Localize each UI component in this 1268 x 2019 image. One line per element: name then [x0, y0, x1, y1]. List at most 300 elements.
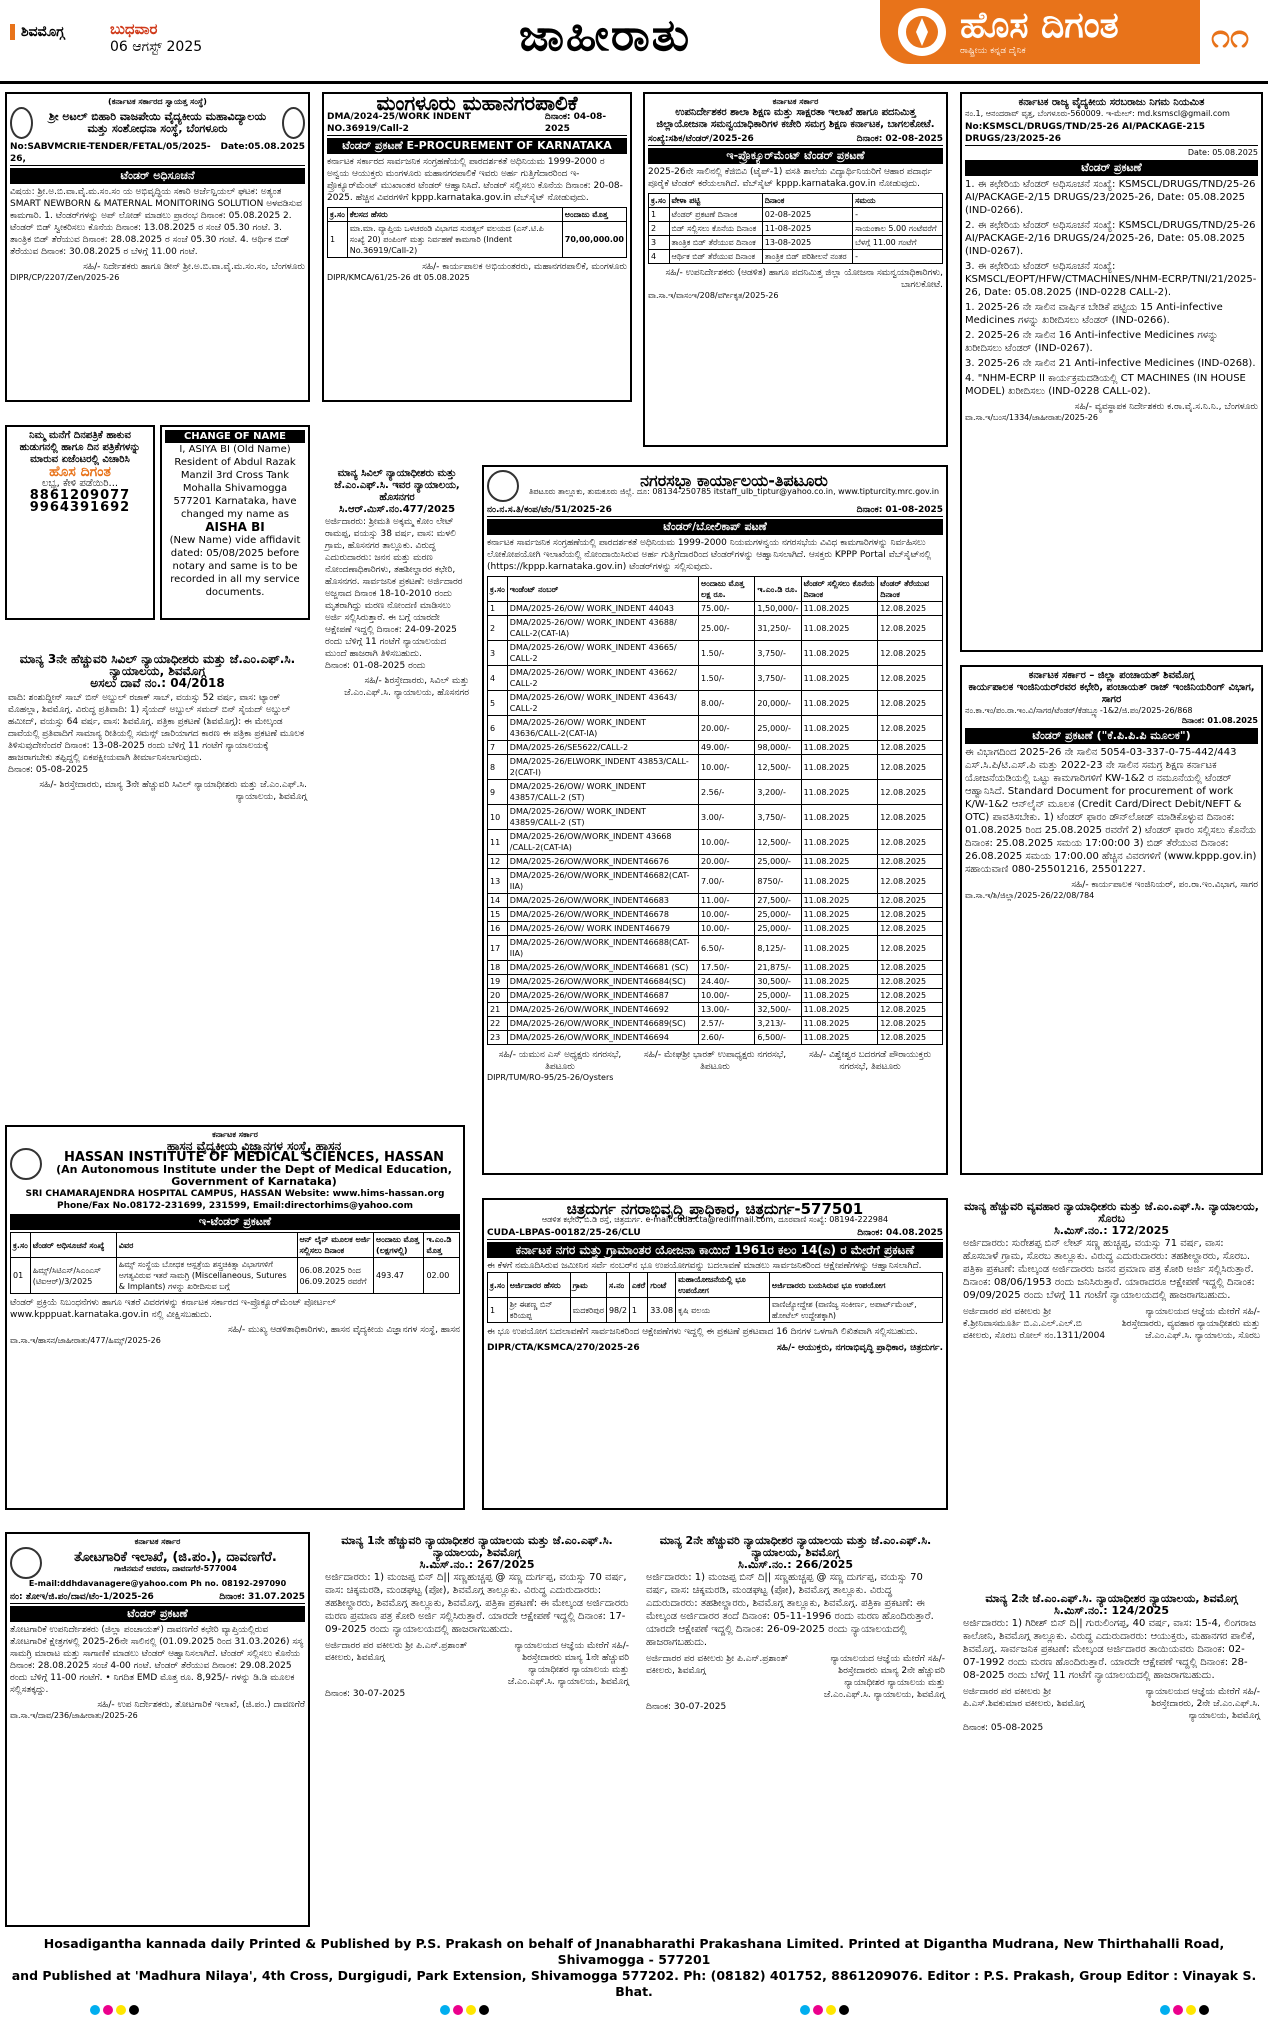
ad-court-hosanagara	[322, 465, 472, 1115]
ad-sub: ಆಡಳಿತ ಕಛೇರಿ, ಬಿ.ಡಿ ರಸ್ತೆ, ಚಿತ್ರದುರ್ಗ. e-mail:cuda.cta@rediffmail.com, ದೂರವಾಣಿ ಸಂಖ್ಯೆ: 08194-222984	[541, 1215, 889, 1224]
table-cell: DMA/2025-26/OW/ WORK_INDENT 43859/CALL-2 (ST)	[507, 805, 698, 830]
ad-address: ನಂ.1, ಆನಂದರಾವ್ ವೃತ್ತ, ಬೆಂಗಳೂರು-560009. ಇ-ಮೇಲ್: md.ksmscl@gmail.com	[965, 109, 1230, 118]
ad-signature: ಸಹಿ/- ಆಯುಕ್ತರು, ನಗರಾಭಿವೃದ್ಧಿ ಪ್ರಾಧಿಕಾರ, ಚಿತ್ರದುರ್ಗ.	[776, 1343, 943, 1353]
ad-date: Date: 05.08.2025	[1187, 148, 1258, 157]
ad-court-sorab	[960, 1198, 1263, 1573]
ad-ref: ನಂ: ತೋಇ/ಜಿ.ಪಂ/ದಾವ/ಟೆಂ-1/2025-26	[10, 1592, 154, 1602]
ad-signature: ಸಹಿ/- ಉಪನಿರ್ದೇಶಕರು (ಆಡಳಿತ) ಹಾಗೂ ಪದನಿಮಿತ್ತ ಜಿಲ್ಲಾ ಯೋಜನಾ ಸಮನ್ವಯಾಧಿಕಾರಿಗಳು, ಬಾಗಲಕೋಟೆ.	[665, 268, 943, 290]
table-row: 4 ಆರ್ಥಿಕ ಬಿಡ್ ತೆರೆಯುವ ದಿನಾಂಕ ತಾಂತ್ರಿಕ ಬಿಡ್ ಪರಿಶೀಲನೆ ನಂತರ -	[649, 250, 943, 264]
table-cell: 14	[488, 894, 508, 908]
ad-body: ಅರ್ಜಿದಾರರು: 1) ಗಿರೀಶ್ ಬಿನ್ ದಿ|| ಗುರುಲಿಂಗಪ್ಪ, 40 ವರ್ಷ, ವಾಸ: 15-4, ಲಿಂಗರಾಜ ಕಾಲೋನಿ, ಶಿವಮೊಗ್ಗ ತಾಲ್ಲೂಕು. ವಿರುದ್ಧ ಎದುರುದಾರರು: ಆಯುಕ್ತರು, ಮಹಾನಗರ ಪಾಲಿಕೆ, ಶಿವಮೊಗ್ಗ. ಸಾರ್ವಜನಿಕ ಪ್ರಕಟಣೆ: ಮೇಲ್ಕಂಡ ಅರ್ಜಿದಾರರ ತಾಯಿಯವರು ದಿನಾಂಕ: 02-07-1992 ರಂದು ಮರಣ ಹೊಂದಿರುತ್ತಾರೆ. ಯಾರದೇ ಆಕ್ಷೇಪಣೆ ಇದ್ದಲ್ಲಿ ದಿನಾಂಕ: 28-08-2025 ರಂದು ಬೆಳಿಗ್ಗೆ 11 ಗಂಟೆಗೆ ನ್ಯಾಯಾಲಯದಲ್ಲಿ ಹಾಜರಾಗಬಹುದು.	[963, 1618, 1256, 1681]
table-cell: 8,125/-	[755, 936, 801, 961]
ad-case: ಸಿ.ಆರ್.ಮಿಸ್.ನಂ.477/2025	[338, 504, 456, 515]
brand-logo	[880, 0, 1200, 64]
ad-case: ಸಿ.ಮಿಸ್.ನಂ.: 267/2025	[419, 1558, 535, 1571]
weekday: ಬುಧವಾರ	[110, 20, 158, 38]
magenta-dot-icon	[813, 2005, 823, 2015]
ad-ref: ಸಂಖ್ಯೆ:ಸಶಿಕ/ಟೆಂಡರ್/2025-26	[648, 134, 754, 144]
table-cell: DMA/2025-26/OW/WORK_INDENT46687	[507, 989, 698, 1003]
ad-ksmscl-tender	[960, 92, 1263, 652]
table-cell: 22	[488, 1017, 508, 1031]
table-cell: 11.08.2025	[801, 922, 878, 936]
table-cell: DMA/2025-26/OW/WORK_INDENT46689(SC)	[507, 1017, 698, 1031]
table-row	[488, 989, 943, 1003]
table-cell: 12.08.2025	[878, 989, 943, 1003]
ad-table: ಕ್ರ.ಸಂ ವೇಳಾ ಪಟ್ಟಿ ದಿನಾಂಕ ಸಮಯ 1 ಟೆಂಡರ್ ಪ್ರಕಟಣೆ ದಿನಾಂಕ 02-08-2025 - 2 ಬಿಡ್ ಸಲ್ಲಿಸಲು ಕೊನೆಯ ದಿನಾಂಕ 11-08-2025 ಸಾಯಂಕಾಲ 5.00 ಗಂಟೆವರೆಗೆ 3 ತಾಂತ್ರಿಕ ಬಿಡ್ ತೆರೆಯುವ ದಿನಾಂಕ 13-08-2025 ಬೆಳಗ್ಗೆ 11.00 ಗಂಟೆಗೆ 4 ಆರ್ಥಿಕ ಬಿಡ್ ತೆರೆಯುವ ದಿನಾಂಕ ತಾಂತ್ರಿಕ ಬಿಡ್ ಪರಿಶೀಲನೆ ನಂತರ -	[648, 193, 943, 264]
table-row	[488, 741, 943, 755]
table-header: ಕೆಲಸದ ಹೆಸರು	[347, 208, 562, 222]
black-dot-icon	[1199, 2005, 1209, 2015]
table-cell: 24.40/-	[699, 975, 755, 989]
ad-signature: ಸಹಿ/- ಕಾರ್ಯಪಾಲಕ ಇಂಜಿನಿಯರ್, ಪಂ.ರಾ.ಇಂ.ವಿಭಾಗ, ಸಾಗರ	[1071, 880, 1258, 890]
ad-body: ಅರ್ಜಿದಾರರು: 1) ಮಂಜಪ್ಪ ಬಿನ್ ದಿ|| ಸಣ್ಣಹುಚ್ಚಪ್ಪ @ ಸಣ್ಣ ದುರ್ಗಪ್ಪ, ವಯಸ್ಸು 70 ವರ್ಷ, ವಾಸ: ಚಿಕ್ಕಮರಡಿ, ಮಂಡಘಟ್ಟ (ಪೋ), ಶಿವಮೊಗ್ಗ ತಾಲ್ಲೂಕು. ವಿರುದ್ಧ ಎದುರುದಾರರು: ತಹಶೀಲ್ದಾರರು, ಶಿವಮೊಗ್ಗ ತಾಲ್ಲೂಕು, ಶಿವಮೊಗ್ಗ. ಪತ್ರಿಕಾ ಪ್ರಕಟಣೆ: ಈ ಮೇಲ್ಕಂಡ ಅರ್ಜಿದಾರರ ತಂದೆ ದಿನಾಂಕ: 05-11-1996 ರಂದು ಮರಣ ಹೊಂದಿರುತ್ತಾರೆ. ಯಾರದೇ ಆಕ್ಷೇಪಣೆ ಇದ್ದಲ್ಲಿ ದಿನಾಂಕ: 26-09-2025 ರಂದು ನ್ಯಾಯಾಲಯದಲ್ಲಿ ಹಾಜರಾಗಬಹುದು.	[646, 1572, 934, 1648]
ad-horticulture-tender	[5, 1532, 310, 1927]
promo-brand: ಹೊಸ ದಿಗಂತ	[49, 464, 111, 480]
ad-date: ದಿನಾಂಕ: 30-07-2025	[646, 1702, 727, 1712]
ad-body: ಅರ್ಜಿದಾರರು: ಸುರೇಶಪ್ಪ ಬಿನ್ ಲೇಟ್ ಸಣ್ಣ ಹುಚ್ಚಪ್ಪ, ವಯಸ್ಸು 71 ವರ್ಷ, ವಾಸ: ಹೊಸಬಾಳೆ ಗ್ರಾಮ, ಸೊರಬ ತಾಲ್ಲೂಕು. ವಿರುದ್ಧ ಎದುರುದಾರರು: ತಹಶೀಲ್ದಾರರು, ಸೊರಬ. ಪತ್ರಿಕಾ ಪ್ರಕಟಣೆ: ಮೇಲ್ಕಂಡ ಅರ್ಜಿದಾರರು ಜನನ ಪ್ರಮಾಣ ಪತ್ರ ಕೋರಿ ಅರ್ಜಿ ಸಲ್ಲಿಸಿರುತ್ತಾರೆ. ದಿನಾಂಕ: 08/06/1953 ರಂದು ಜನಿಸಿರುತ್ತಾರೆ. ಯಾರಾದರೂ ಆಕ್ಷೇಪಣೆ ಇದ್ದಲ್ಲಿ ದಿನಾಂಕ: 09/09/2025 ರಂದು ಬೆಳಗ್ಗೆ 11 ಗಂಟೆಗೆ ನ್ಯಾಯಾಲಯದಲ್ಲಿ ಹಾಜರಾಗಬಹುದು.	[963, 1238, 1255, 1301]
list-item: 4. "NHM-ECRP II ಕಾರ್ಯಕ್ರಮದಡಿಯಲ್ಲಿ CT MACHINES (IN HOUSE MODEL) ಖರೀದಿಸಲು (IND-0228 CALL-02).	[965, 373, 1246, 397]
table-cell: DMA/2025-26/OW/ WORK_INDENT 43662/ CALL-2	[507, 666, 698, 691]
ad-signature-1: ಅರ್ಜಿದಾರರ ಪರ ವಕೀಲರು ಶ್ರೀ ಪಿ.ಎನ್.ಪ್ರಶಾಂತ್ ವಕೀಲರು, ಶಿವಮೊಗ್ಗ	[646, 1654, 789, 1676]
emblem-icon	[10, 1547, 42, 1579]
table-cell: 11.08.2025	[801, 755, 878, 780]
ad-body: ವಾದಿ: ಶಂಶುದ್ದೀನ್ ಸಾಬ್ ಬಿನ್ ಅಬ್ದುಲ್ ರಜಾಕ್ ಸಾಬ್, ವಯಸ್ಸು 52 ವರ್ಷ, ವಾಸ: ಟ್ಯಾಂಕ್ ಮೊಹಲ್ಲಾ, ಶಿವಮೊಗ್ಗ. ವಿರುದ್ಧ ಪ್ರತಿವಾದಿ: 1) ಸೈಯದ್ ಅಬ್ದುಲ್ ಸಮದ್ ಬಿನ್ ಸೈಯದ್ ಅಬ್ದುಲ್ ಹಮೀದ್, ವಯಸ್ಸು 64 ವರ್ಷ, ವಾಸ: ಶಿವಮೊಗ್ಗ. ಪತ್ರಿಕಾ ಪ್ರಕಟಣೆ (ಶಿವಮೊಗ್ಗ): ಈ ಮೇಲ್ಕಂಡ ದಾವೆಯಲ್ಲಿ ಪ್ರತಿವಾದಿಗೆ ಸಾಮಾನ್ಯ ರೀತಿಯಲ್ಲಿ ಸಮನ್ಸ್ ಜಾರಿಯಾಗದ ಕಾರಣ ಈ ಪತ್ರಿಕಾ ಪ್ರಕಟಣೆ ಮೂಲಕ ತಿಳಿಸುವುದೇನೆಂದರೆ ದಿನಾಂಕ: 13-08-2025 ರಂದು ಬೆಳಿಗ್ಗೆ 11 ಗಂಟೆಗೆ ನ್ಯಾಯಾಲಯಕ್ಕೆ ಹಾಜರಾಗಬೇಕು ತಪ್ಪಿದ್ದಲ್ಲಿ ಏಕಪಕ್ಷೀಯವಾಗಿ ತೀರ್ಮಾನಿಸಲಾಗುವುದು.	[8, 693, 305, 763]
yellow-dot-icon	[1186, 2005, 1196, 2015]
ad-signature: ಸಹಿ/- ಉಪ ನಿರ್ದೇಶಕರು, ತೋಟಗಾರಿಕೆ ಇಲಾಖೆ, (ಜಿ.ಪಂ.) ದಾವಣಗೆರೆ	[97, 1700, 305, 1710]
ad-date: ದಿನಾಂಕ: 02-08-2025	[856, 134, 943, 144]
table-cell: 12.08.2025	[878, 975, 943, 989]
table-cell: 12.08.2025	[878, 805, 943, 830]
ad-ref: ನಂ.ಕಾ.ಇಂ/ಪಂ.ರಾ.ಇಂ.ವಿ/ಸಾಗರ/ಟೆಂಡರ್/ಕೆಡಬ್ಲ್ಯೂ-1&2/ಜಿ.ಪಂ/2025-26/868	[965, 706, 1193, 715]
ad-table	[327, 207, 627, 258]
table-cell: DMA/2025-26/OW/WORK_INDENT46688(CAT-IIA)	[507, 936, 698, 961]
table-cell: 11.08.2025	[801, 616, 878, 641]
table-row	[488, 805, 943, 830]
imprint-footer	[8, 1936, 1260, 2000]
ad-signature-2: ನ್ಯಾಯಾಲಯದ ಆಜ್ಞೆಯ ಮೇರೆಗೆ ಸಹಿ/- ಶಿರಸ್ತೇದಾರರು ಮಾನ್ಯ 1ನೇ ಹೆಚ್ಚುವರಿ ನ್ಯಾಯಾಧೀಶರ ನ್ಯಾಯಾಲಯ ಮತ್ತು ಜೆ.ಎಂ.ಎಫ್.ಸಿ. ನ್ಯಾಯಾಲಯ, ಶಿವಮೊಗ್ಗ	[507, 1641, 629, 1687]
ad-bagalkot-tender	[643, 92, 948, 447]
table-cell: DMA/2025-26/OW/ WORK_INDENT 44043	[507, 602, 698, 616]
emblem-icon	[487, 470, 519, 502]
table-cell: 11	[488, 830, 508, 855]
table-row	[488, 691, 943, 716]
ad-date: ದಿನಾಂಕ: 01.08.2025	[1181, 716, 1258, 725]
table-cell: DMA/2025-26/OW/ WORK_INDENT 43643/ CALL-2	[507, 691, 698, 716]
table-cell: 20.00/-	[699, 855, 755, 869]
ad-sub: ಗಾಜಿನಮನೆ ಆವರಣ, ದಾವಣಗೆರೆ-577004	[114, 1564, 237, 1573]
ad-zp-sagar-tender	[960, 665, 1263, 1175]
city-label: ಶಿವಮೊಗ್ಗ	[10, 24, 65, 40]
ad-sub: (An Autonomous Institute under the Dept of Medical Education, Government of Karnataka)	[56, 1163, 452, 1188]
table-cell: 11.08.2025	[801, 894, 878, 908]
table-cell: 3,750/-	[755, 805, 801, 830]
list-item: 2. ಈ ಕಛೇರಿಯ ಟೆಂಡರ್ ಅಧಿಸೂಚನೆ ಸಂಖ್ಯೆ: KSMSCL/DRUGS/TND/25-26 AI/PACKAGE-2/16 DRUGS/24/2025-26, Date: 05.08.2025 (IND-0267).	[965, 220, 1256, 257]
table-cell: 1.50/-	[699, 666, 755, 691]
ad-kims-tender	[5, 92, 310, 402]
ad-signature: ಸಹಿ/- ಮುಖ್ಯ ಆಡಳಿತಾಧಿಕಾರಿಗಳು, ಹಾಸನ ವೈದ್ಯಕೀಯ ವಿಜ್ಞಾನಗಳ ಸಂಸ್ಥೆ, ಹಾಸನ	[228, 1325, 460, 1335]
issue-date	[110, 20, 202, 56]
table-row	[488, 894, 943, 908]
cyan-dot-icon	[440, 2005, 450, 2015]
ad-body: I, ASIYA BI (Old Name) Resident of Abdul Razak Manzil 3rd Cross Tank Mohalla Shivamogga 577201 Karnataka, have changed my name as	[173, 444, 297, 520]
table-cell: 20,000/-	[755, 691, 801, 716]
table-row	[488, 869, 943, 894]
list-item: 2. 2025-26 ನೇ ಸಾಲಿನ 16 Anti-infective Medicines ಗಳನ್ನು ಖರೀದಿಸಲು ಟೆಂಡರ್ (IND-0267).	[965, 330, 1219, 354]
table-row	[488, 855, 943, 869]
table-cell: 25,000/-	[755, 908, 801, 922]
table-cell: 12.08.2025	[878, 1003, 943, 1017]
table-cell: 15	[488, 908, 508, 922]
ad-signature-2: ನ್ಯಾಯಾಲಯದ ಆಜ್ಞೆಯ ಮೇರೆಗೆ ಸಹಿ/- ಶಿರಸ್ತೇದಾರರು ಮಾನ್ಯ 2ನೇ ಹೆಚ್ಚುವರಿ ನ್ಯಾಯಾಧೀಶರ ನ್ಯಾಯಾಲಯ ಮತ್ತು ಜೆ.ಎಂ.ಎಫ್.ಸಿ. ನ್ಯಾಯಾಲಯ, ಶಿವಮೊಗ್ಗ	[823, 1654, 945, 1700]
ad-email: E-mail:ddhdavanagere@yahoo.com Ph no. 08192-297090	[28, 1579, 287, 1588]
ad-body: ಅರ್ಜಿದಾರರು: ಶ್ರೀಮತಿ ಅಕ್ಕಮ್ಮ ಕೋಂ ಲೇಟ್ ರಾಮಪ್ಪ, ವಯಸ್ಸು 38 ವರ್ಷ, ವಾಸ: ಮಳಲಿ ಗ್ರಾಮ, ಹೊಸನಗರ ತಾಲ್ಲೂಕು. ವಿರುದ್ಧ ಎದುರುದಾರರು: ಜನನ ಮತ್ತು ಮರಣ ನೋಂದಣಾಧಿಕಾರಿಗಳು, ತಹಶೀಲ್ದಾರರ ಕಛೇರಿ, ಹೊಸನಗರ. ಸಾರ್ವಜನಿಕ ಪ್ರಕಟಣೆ: ಅರ್ಜಿದಾರರ ಅಜ್ಜನಾದ ದಿನಾಂಕ 18-10-2010 ರಂದು ಮೃತರಾಗಿದ್ದು ಮರಣ ನೋಂದಣಿ ಮಾಡಿಸಲು ಅರ್ಜಿ ಸಲ್ಲಿಸಿರುತ್ತಾರೆ. ಈ ಬಗ್ಗೆ ಯಾರದೇ ಆಕ್ಷೇಪಣೆ ಇದ್ದಲ್ಲಿ ದಿನಾಂಕ: 24-09-2025 ರಂದು ಬೆಳಿಗ್ಗೆ 11 ಗಂಟೆಗೆ ನ್ಯಾಯಾಲಯದ ಮುಂದೆ ಹಾಜರಾಗಿ ತಿಳಿಸಬಹುದು.	[325, 517, 463, 659]
table-cell: 1	[488, 602, 508, 616]
table-cell: DMA/2025-26/OW/WORK_INDENT46684(SC)	[507, 975, 698, 989]
ad-change-of-name	[160, 425, 310, 620]
table-cell: 13	[488, 869, 508, 894]
black-dot-icon	[839, 2005, 849, 2015]
table-cell: 3	[488, 641, 508, 666]
ad-address: SRI CHAMARAJENDRA HOSPITAL CAMPUS, HASSAN Website: www.hims-hassan.org	[25, 1189, 445, 1199]
ad-code: DIPR/CTA/KSMCA/270/2025-26	[487, 1343, 640, 1353]
ad-org-kn: ಹಾಸನ ವೈದ್ಯಕೀಯ ವಿಜ್ಞಾನಗಳ ಸಂಸ್ಥೆ, ಹಾಸನ	[166, 1139, 342, 1153]
cyan-dot-icon	[90, 2005, 100, 2015]
ad-court-notice-266	[643, 1532, 948, 1927]
ad-date: ದಿನಾಂಕ: 31.07.2025	[219, 1592, 305, 1602]
table-cell: 2.60/-	[699, 1031, 755, 1045]
table-cell: 5	[488, 691, 508, 716]
table-cell: 11.08.2025	[801, 805, 878, 830]
list-item: 3. ಈ ಕಛೇರಿಯ ಟೆಂಡರ್ ಅಧಿಸೂಚನೆ ಸಂಖ್ಯೆ: KSMSCL/EOPT/HFW/CTMACHINES/NHM-ECRP/TNI/21/2025-26, Date: 05.08.2025 (IND-0228 CALL-2).	[965, 261, 1257, 298]
ad-mangaluru-tender	[322, 92, 632, 402]
table-row: 2 ಬಿಡ್ ಸಲ್ಲಿಸಲು ಕೊನೆಯ ದಿನಾಂಕ 11-08-2025 ಸಾಯಂಕಾಲ 5.00 ಗಂಟೆವರೆಗೆ	[649, 222, 943, 236]
page-title: ಜಾಹೀರಾತು	[518, 10, 692, 61]
yellow-dot-icon	[116, 2005, 126, 2015]
ad-case: ಸಿ.ಮಿಸ್.ನಂ.: 172/2025	[1053, 1224, 1170, 1237]
table-cell: 16	[488, 922, 508, 936]
table-cell: 18	[488, 961, 508, 975]
table-cell: 12.08.2025	[878, 1017, 943, 1031]
emblem-icon	[10, 107, 33, 139]
table-cell: 10	[488, 805, 508, 830]
table-row	[488, 666, 943, 691]
ad-case: ಸಿ.ಮಿಸ್.ನಂ.: 124/2025	[1053, 1604, 1170, 1617]
ad-code: ವಾ.ಸಾ.ಇ/ದಾವ/236/ಜಾಹೀರಾತು/2025-26	[10, 1711, 138, 1720]
table-cell: 7.00/-	[699, 869, 755, 894]
table-cell: DMA/2025-26/OW/WORK_INDENT 43668 /CALL-2(CAT-IA)	[507, 830, 698, 855]
table-cell: 12	[488, 855, 508, 869]
ad-body-tail: (New Name) vide affidavit dated: 05/08/2025 before notary and same is to be recorded in all my service documents.	[169, 535, 301, 598]
ad-date: ದಿನಾಂಕ: 30-07-2025	[325, 1689, 406, 1699]
table-row	[488, 1017, 943, 1031]
table-cell: 8750/-	[755, 869, 801, 894]
cyan-dot-icon	[800, 2005, 810, 2015]
table-header: ಅಂದಾಜು ಮೊತ್ತ	[562, 208, 626, 222]
table-cell: 11.00/-	[699, 894, 755, 908]
table-row	[488, 908, 943, 922]
ad-heading: ಟೆಂಡರ್ ಪ್ರಕಟಣೆ	[965, 160, 1258, 176]
ad-heading: ಟೆಂಡರ್/ಬೋಲಿಕಾಪ್ ಪಟಣೆ	[487, 519, 943, 535]
table-cell: 11.08.2025	[801, 975, 878, 989]
ad-body: 2025-26ನೇ ಸಾಲಿನಲ್ಲಿ ಕೆಜಿಬಿವಿ (ಟೈಪ್-1) ವಸತಿ ಶಾಲೆಯ ವಿದ್ಯಾರ್ಥಿನಿಯರಿಗೆ ಆಹಾರ ಪದಾರ್ಥ ಪೂರೈಕೆ ಟೆಂಡರ್ ಕರೆಯಲಾಗಿದೆ. ವೆಬ್‌ಸೈಟ್ kppp.karnataka.gov.in ನೋಡುವುದು.	[648, 167, 933, 189]
table-cell: 11.08.2025	[801, 780, 878, 805]
ad-signature: ಸಹಿ/- ಶಿರಸ್ತೇದಾರರು, ಮಾನ್ಯ 3ನೇ ಹೆಚ್ಚುವರಿ ಸಿವಿಲ್ ನ್ಯಾಯಾಧೀಶರು ಮತ್ತು ಜೆ.ಎಂ.ಎಫ್.ಸಿ. ನ್ಯಾಯಾಲಯ, ಶಿವಮೊಗ್ಗ	[39, 780, 307, 802]
date: 06 ಆಗಸ್ಟ್ 2025	[110, 39, 203, 55]
ad-org: ತೋಟಗಾರಿಕೆ ಇಲಾಖೆ, (ಜಿ.ಪಂ.), ದಾವಣಗೆರೆ.	[74, 1550, 277, 1565]
table-cell: 7	[488, 741, 508, 755]
table-cell: 11.08.2025	[801, 716, 878, 741]
table-cell: 11.08.2025	[801, 989, 878, 1003]
table-cell: 3.00/-	[699, 805, 755, 830]
ad-body: ವಿಷಯ: ಶ್ರೀ.ಅ.ಬಿ.ವಾ.ವೈ.ಮ.ಸಂ.ಸಂ ಯ ಅಭಿವೃದ್ಧಿಯ ಸಕಾರಿ ಅರ್ಜೆನ್ಷಿಯಲ್ ಘಟಕ: ಅತ್ಯಂತ SMART NEWBORN & MATERNAL MONITORING SOLUTION ಅಳವಡಿಸುವ ಕಾಮಗಾರಿ. 1. ಟೆಂಡರ್‌ಗಳನ್ನು ಅಪ್ ಲೋಡ್ ಮಾಡಲು ಪ್ರಾರಂಭ ದಿನಾಂಕ: 05.08.2025 2. ಟೆಂಡರ್ ಬಿಡ್ ಸ್ವೀಕರಿಸಲು ಕೊನೆಯ ದಿನಾಂಕ: 13.08.2025 ರ ಸಂಜೆ 05.30 ಗಂಟೆ. 3. ತಾಂತ್ರಿಕ ಬಿಡ್ ತೆರೆಯುವ ದಿನಾಂಕ: 28.08.2025 ರ ಸಂಜೆ 05.30 ಗಂಟೆ. 4. ಆರ್ಥಿಕ ಬಿಡ್ ತೆರೆಯುವ ದಿನಾಂಕ: 30.08.2025 ರ ಬೆಳಗ್ಗೆ 11.00 ಗಂಟೆ.	[10, 187, 302, 257]
table-cell: 12.08.2025	[878, 602, 943, 616]
ad-ref: ನಂ.ನ.ಸ.ತಿ/ಕಂಪ/ಟೆಂ/51/2025-26	[487, 505, 612, 515]
ad-heading: ಇ-ಪ್ರೊಕ್ಯೂರ್‌ಮೆಂಟ್ ಟೆಂಡರ್ ಪ್ರಕಟಣೆ	[648, 148, 943, 164]
table-cell: 19	[488, 975, 508, 989]
ad-org: ಚಿತ್ರದುರ್ಗ ನಗರಾಭಿವೃದ್ಧಿ ಪ್ರಾಧಿಕಾರ, ಚಿತ್ರದುರ್ಗ-577501	[566, 1200, 864, 1218]
ad-gov-line: ಕರ್ನಾಟಕ ಸರ್ಕಾರ	[212, 1130, 258, 1139]
ad-code: ವಾ.ಸಾ.ಇ/ಬಂಸ/1334/ಜಾಹೀರಾತು/2025-26	[965, 413, 1098, 422]
table-cell: 30,500/-	[755, 975, 801, 989]
table-cell: 12.08.2025	[878, 755, 943, 780]
promo-text-2: ಲಭ್ಯ, ಕೇಳಿ ಪಡೆಯಿರಿ...	[41, 478, 119, 489]
table-cell: 10.00/-	[699, 830, 755, 855]
ad-gov-line: (ಕರ್ನಾಟಕ ಸರ್ಕಾರದ ಸ್ವಾಯತ್ತ ಸಂಸ್ಥೆ)	[108, 97, 207, 106]
table-cell: 12.08.2025	[878, 641, 943, 666]
table-cell: 3,750/-	[755, 666, 801, 691]
table-cell: 11.08.2025	[801, 961, 878, 975]
ad-court-notice-3	[5, 650, 310, 1115]
table-cell: 8.00/-	[699, 691, 755, 716]
ad-signature: ಸಹಿ/- ನಿರ್ದೇಶಕರು ಹಾಗೂ ಡೀನ್ ಶ್ರೀ.ಅ.ಬಿ.ವಾ.ವೈ.ಮ.ಸಂ.ಸಂ, ಬೆಂಗಳೂರು	[83, 262, 305, 272]
ad-org: ಶ್ರೀ ಅಟಲ್ ಬಿಹಾರಿ ವಾಜಪೇಯಿ ವೈದ್ಯಕೀಯ ಮಹಾವಿದ್ಯಾಲಯ ಮತ್ತು ಸಂಶೋಧನಾ ಸಂಸ್ಥೆ, ಬೆಂಗಳೂರು	[48, 110, 267, 135]
table-cell: 12.08.2025	[878, 616, 943, 641]
ad-body: ಟೆಂಡರ್ ಪ್ರಕ್ರಿಯೆ ನಿಬಂಧನೆಗಳು ಹಾಗೂ ಇತರೆ ವಿವರಗಳನ್ನು ಕರ್ನಾಟಕ ಸರ್ಕಾರದ ಇ-ಪ್ರೊಕ್ಯೂರ್‌ಮೆಂಟ್ ಪೋರ್ಟಲ್ www.kpppuat.karnataka.gov.in ನಲ್ಲಿ ವೀಕ್ಷಿಸಬಹುದು.	[10, 1298, 336, 1320]
table-cell: 3,213/-	[755, 1017, 801, 1031]
ad-signature-2: ನ್ಯಾಯಾಲಯದ ಆಜ್ಞೆಯ ಮೇರೆಗೆ ಸಹಿ/- ಶಿರಸ್ತೇದಾರರು, 2ನೇ ಜೆ.ಎಂ.ಎಫ್.ಸಿ. ನ್ಯಾಯಾಲಯ, ಶಿವಮೊಗ್ಗ	[1145, 1687, 1260, 1721]
ad-org: ಮಂಗಳೂರು ಮಹಾನಗರಪಾಲಿಕೆ	[376, 92, 578, 115]
ad-body-tail: ಈ ಭೂ ಉಪಯೋಗ ಬದಲಾವಣೆಗೆ ಸಾರ್ವಜನಿಕರಿಂದ ಆಕ್ಷೇಪಣೆಗಳು ಇದ್ದಲ್ಲಿ ಈ ಪ್ರಕಟಣೆ ಪ್ರಕಟವಾದ 16 ದಿನಗಳ ಒಳಗಾಗಿ ಲಿಖಿತವಾಗಿ ಸಲ್ಲಿಸಬಹುದು.	[487, 1327, 918, 1337]
table-cell: 13.00/-	[699, 1003, 755, 1017]
ad-signature-1: ಅರ್ಜಿದಾರರ ಪರ ವಕೀಲರು ಶ್ರೀ ಪಿ.ಎಸ್.ಶಿವಕುಮಾರ ವಕೀಲರು, ಶಿವಮೊಗ್ಗ	[963, 1687, 1085, 1709]
ad-signature: ಸಹಿ/- ವ್ಯವಸ್ಥಾಪಕ ನಿರ್ದೇಶಕರು ಕ.ರಾ.ವೈ.ಸ.ನಿ.ನಿ., ಬೆಂಗಳೂರು	[1074, 402, 1258, 412]
ad-signature-1: ಅರ್ಜಿದಾರರ ಪರ ವಕೀಲರು ಶ್ರೀ ಕೆ.ಶ್ರೀನಿವಾಸಮೂರ್ತಿ ಬಿ.ಎ.ಎಲ್.ಎಲ್.ಬಿ ವಕೀಲರು, ಸೊರಬ ರೋಲ್ ನಂ.1311/2004	[963, 1307, 1106, 1341]
ad-ref: DMA/2024-25/WORK INDENT NO.36919/Call-2	[327, 112, 472, 134]
ad-table: ಕ್ರ.ಸಂ ಇಂಡೆಂಟ್ ನಂಬರ್ ಅಂದಾಜು ಮೊತ್ತ ಲಕ್ಷ ರೂ. ಇ.ಎಂ.ಡಿ ರೂ. ಟೆಂಡರ್ ಸಲ್ಲಿಸಲು ಕೊನೆಯ ದಿನಾಂಕ ಟೆಂಡರ್ ತೆರೆಯುವ ದಿನಾಂಕ 1 DMA/2025-26/OW/ WORK_INDENT 44043 75.00/- 1,50,000/- 11.08.2025 12.08.2025 2 DMA/2025-26/OW/ WORK_INDENT 43688/ CALL-2(CAT-IA) 25.00/- 31,250/- 11.08.2025 12.08.2025 3 DMA/2025-26/OW/ WORK_INDENT 43665/ CALL-2 1.50/- 3,750/- 11.08.2025 12.08.2025 4 DMA/2025-26/OW/ WORK_INDENT 43662/ CALL-2 1.50/- 3,750/- 11.08.2025 12.08.2025 5 DMA/2025-26/OW/ WORK_INDENT 43643/ CALL-2 8.00/- 20,000/- 11.08.2025 12.08.2025 6 DMA/2025-26/OW/ WORK_INDENT 43636/CALL-2(CAT-IA) 20.00/- 25,000/- 11.08.2025 12.08.2025 7 DMA/2025-26/SE5622/CALL-2 49.00/- 98,000/- 11.08.2025 12.08.2025 8 DMA/2025-26/ELWORK_INDENT 43853/CALL-2(CAT-I) 10.00/- 12,500/- 11.08.2025 12.08.2025 9 DMA/2025-26/OW/ WORK_INDENT 43857/CALL-2 (ST) 2.56/- 3,200/- 11.08.2025 12.08.2025 10 DMA/2025-26/OW/ WORK_INDENT 43859/CALL-2 (ST) 3.00/- 3,750/- 11.08.2025 12.08.2025 11 DMA/2025-26/OW/WORK_INDENT 43668 /CALL-2(CAT-IA) 10.00/- 12,500/- 11.08.2025 12.08.2025 12 DMA/2025-26/OW/WORK_INDENT46676 20.00/- 25,000/- 11.08.2025 12.08.2025 13 DMA/2025-26/OW/WORK_INDENT46682(CAT-IIA) 7.00/- 8750/- 11.08.2025 12.08.2025 14 DMA/2025-26/OW/WORK_INDENT46683 11.00/- 27,500/- 11.08.2025 12.08.2025 15 DMA/2025-26/OW/WORK_INDENT46678 10.00/- 25,000/- 11.08.2025 12.08.2025 16 DMA/2025-26/OW/ WORK INDENT46679 10.00/- 25,000/- 11.08.2025 12.08.2025 17 DMA/2025-26/OW/WORK_INDENT46688(CAT-IIA) 6.50/- 8,125/- 11.08.2025 12.08.2025 18 DMA/2025-26/OW/WORK_INDENT46681 (SC) 17.50/- 21,875/- 11.08.2025 12.08.2025 19 DMA/2025-26/OW/WORK_INDENT46684(SC) 24.40/- 30,500/- 11.08.2025 12.08.2025 20 DMA/2025-26/OW/WORK_INDENT46687 10.00/- 25,000/- 11.08.2025 12.08.2025 21 DMA/2025-26/OW/WORK_INDENT46692 13.00/- 32,500/- 11.08.2025 12.08.2025 22 DMA/2025-26/OW/WORK_INDENT46689(SC) 2.57/- 3,213/- 11.08.2025 12.08.2025 23 DMA/2025-26/OW/WORK_INDENT46694 2.60/- 6,500/- 11.08.2025 12.08.2025	[487, 576, 943, 1045]
table-cell: 1	[328, 222, 348, 258]
table-cell: 11.08.2025	[801, 641, 878, 666]
table-cell: 11.08.2025	[801, 830, 878, 855]
table-cell: 11.08.2025	[801, 1031, 878, 1045]
table-cell: DMA/2025-26/ELWORK_INDENT 43853/CALL-2(CAT-I)	[507, 755, 698, 780]
promo-phone-2: 9964391692	[29, 500, 131, 515]
ad-org: ಕರ್ನಾಟಕ ರಾಜ್ಯ ವೈದ್ಯಕೀಯ ಸರಬರಾಜು ನಿಗಮ ನಿಯಮಿತ	[1018, 97, 1205, 108]
ad-heading: ಟೆಂಡರ್ ಪ್ರಕಟಣೆ E-PROCUREMENT OF KARNATAKA	[327, 138, 627, 154]
table-row: 01 ಹಿಮ್ಸ್/ಸಿಟಿಎಸ್/ಸಿಎಂಎಸ್ (ಟಿಐಆರ್)/3/2025 ಹಿಮ್ಸ್ ಸಂಸ್ಥೆಯ ಬೋಧಕ ಆಸ್ಪತ್ರೆಯ ಶಸ್ತ್ರಚಿಕಿತ್ಸಾ ವಿಭಾಗಗಳಿಗೆ ಅಗತ್ಯವಿರುವ ಇತರೆ ಸಾಮಗ್ರಿ (Miscellaneous, Sutures & Implants) ಗಳನ್ನು ಖರೀದಿಸುವ ಬಗ್ಗೆ 06.08.2025 ರಿಂದ 06.09.2025 ರವರೆಗೆ 493.47 02.00	[11, 1258, 460, 1294]
table-row	[488, 922, 943, 936]
brand-tagline: ರಾಷ್ಟ್ರೀಯ ಕನ್ನಡ ದೈನಿಕ	[960, 46, 1026, 56]
list-item: 3. 2025-26 ನೇ ಸಾಲಿನ 21 Anti-infective Medicines (IND-0268).	[965, 358, 1256, 369]
table-cell: 21	[488, 1003, 508, 1017]
table-row: 1 ಶ್ರೀ ಈಶಣ್ಣ ಬಿನ್ ಕರಿಯಪ್ಪ ಮದಕರಿಪುರ 98/2 1 33.08 ಕೃಷಿ ವಲಯ ವಾಣಿಜ್ಯೋದ್ದೇಶ (ವಾಣಿಜ್ಯ ಸಂಕೀರ್ಣ, ಅಪಾರ್ಟ್‌ಮೆಂಟ್, ಹೋಟೆಲ್ ಉದ್ದೇಶಕ್ಕಾಗಿ)	[488, 1298, 943, 1323]
magenta-dot-icon	[103, 2005, 113, 2015]
table-cell: 12.08.2025	[878, 666, 943, 691]
ad-body: ತೋಟಗಾರಿಕೆ ಉಪನಿರ್ದೇಶಕರು (ಜಿಲ್ಲಾ ಪಂಚಾಯತ್) ದಾವಣಗೆರೆ ಕಛೇರಿ ವ್ಯಾಪ್ತಿಯಲ್ಲಿರುವ ತೋಟಗಾರಿಕೆ ಕ್ಷೇತ್ರಗಳಲ್ಲಿ 2025-26ನೇ ಸಾಲಿನಲ್ಲಿ (01.09.2025 ರಿಂದ 31.03.2026) ಸಸ್ಯ ಸಾಮಗ್ರಿ ಮಾರಾಟ ಮತ್ತು ಸಾಗಾಣಿಕೆ ಮಾಡಲು ಟೆಂಡರ್ ಆಹ್ವಾನಿಸಲಾಗಿದೆ. ಟೆಂಡರ್ ಸಲ್ಲಿಸಲು ಕೊನೆಯ ದಿನಾಂಕ: 28.08.2025 ಸಂಜೆ 4-00 ಗಂಟೆ. ಟೆಂಡರ್ ತೆರೆಯುವ ದಿನಾಂಕ: 29.08.2025 ರಂದು ಬೆಳಿಗ್ಗೆ 11-00 ಗಂಟೆಗೆ. • ನಿಗದಿತ EMD ಮೊತ್ತ ರೂ. 8,925/- ಗಳನ್ನು ಡಿ.ಡಿ ಮೂಲಕ ಸಲ್ಲಿಸತಕ್ಕದ್ದು.	[10, 1625, 304, 1695]
ad-title: ಮಾನ್ಯ 2ನೇ ಜೆ.ಎಂ.ಎಫ್.ಸಿ. ನ್ಯಾಯಾಧೀಶರ ನ್ಯಾಯಾಲಯ, ಶಿವಮೊಗ್ಗ	[985, 1592, 1238, 1605]
brand-emblem-icon	[894, 4, 950, 60]
table-cell: 12.08.2025	[878, 894, 943, 908]
table-cell: 12.08.2025	[878, 741, 943, 755]
table-cell: DMA/2025-26/OW/WORK_INDENT46676	[507, 855, 698, 869]
new-name: AISHA BI	[205, 520, 265, 534]
ad-title: ಮಾನ್ಯ 3ನೇ ಹೆಚ್ಚುವರಿ ಸಿವಿಲ್ ನ್ಯಾಯಾಧೀಶರು ಮತ್ತು ಜೆ.ಎಂ.ಎಫ್.ಸಿ. ನ್ಯಾಯಾಲಯ, ಶಿವಮೊಗ್ಗ	[19, 652, 296, 678]
ad-gov-line: ಕರ್ನಾಟಕ ಸರ್ಕಾರ – ಜಿಲ್ಲಾ ಪಂಚಾಯತ್ ಶಿವಮೊಗ್ಗ	[1028, 670, 1195, 681]
ad-title: ಮಾನ್ಯ ಹೆಚ್ಚುವರಿ ವ್ಯವಹಾರ ನ್ಯಾಯಾಧೀಶರು ಮತ್ತು ಜೆ.ಎಂ.ಎಫ್.ಸಿ. ನ್ಯಾಯಾಲಯ, ಸೊರಬ	[964, 1200, 1259, 1225]
table-row	[488, 830, 943, 855]
table-cell: 11.08.2025	[801, 855, 878, 869]
ad-code: DIPR/KMCA/61/25-26 dt 05.08.2025	[327, 273, 470, 282]
table-row	[488, 780, 943, 805]
table-cell: 4	[488, 666, 508, 691]
table-cell: 11.08.2025	[801, 936, 878, 961]
table-row: 3 ತಾಂತ್ರಿಕ ಬಿಡ್ ತೆರೆಯುವ ದಿನಾಂಕ 13-08-2025 ಬೆಳಗ್ಗೆ 11.00 ಗಂಟೆಗೆ	[649, 236, 943, 250]
ad-code: ವಾ.ಸಾ.ಇ/ವಾಸಂಇ/208/ವರ್ಗೀಕೃತ/2025-26	[648, 291, 779, 300]
black-dot-icon	[129, 2005, 139, 2015]
table-cell: 25.00/-	[699, 616, 755, 641]
registration-marks-2	[440, 2000, 492, 2019]
magenta-dot-icon	[453, 2005, 463, 2015]
table-cell: 12.08.2025	[878, 908, 943, 922]
ad-body: ಈ ಕೆಳಗೆ ನಮೂದಿಸಿರುವ ಜಮೀನಿನ ಸರ್ವೆ ನಂಬರ್‌ನ ಭೂ ಉಪಯೋಗವನ್ನು ಬದಲಾವಣೆ ಮಾಡಲು ಸಾರ್ವಜನಿಕರಿಂದ ಆಕ್ಷೇಪಣೆಗಳನ್ನು ಆಹ್ವಾನಿಸಲಾಗಿದೆ.	[487, 1261, 922, 1271]
imprint-line-2: and Published at 'Madhura Nilaya', 4th Cross, Durgigudi, Park Extension, Shivamogga 577202. Ph: (08182) 401752, 8861209076. Editor : P.S. Prakash, Group Editor : Vinayak S. Bhat.	[11, 1968, 1257, 1999]
registration-marks-4	[1160, 2000, 1212, 2019]
ad-signature-1: ಸಹಿ/- ಯಮುನ ಎಸ್ ಅಧ್ಯಕ್ಷರು ನಗರಸಭೆ, ತಿಪಟೂರು	[498, 1050, 622, 1072]
table-cell: 6.50/-	[699, 936, 755, 961]
table-cell: DMA/2025-26/OW/ WORK_INDENT 43857/CALL-2 (ST)	[507, 780, 698, 805]
table-cell: 25,000/-	[755, 855, 801, 869]
table-cell: 12.08.2025	[878, 691, 943, 716]
ad-ref: No:KSMSCL/DRUGS/TND/25-26 AI/PACKAGE-215 DRUGS/23/2025-26	[965, 122, 1205, 144]
table-cell: 8	[488, 755, 508, 780]
table-cell: 11.08.2025	[801, 869, 878, 894]
table-cell: 6	[488, 716, 508, 741]
table-cell: 12.08.2025	[878, 780, 943, 805]
ad-sub: ತಿಪಟೂರು ತಾಲ್ಲೂಕು, ತುಮಕೂರು ಜಿಲ್ಲೆ. ದೂ: 08134-250785 itstaff_ulb_tiptur@yahoo.co.in, www.tipturcity.mrc.gov.in	[528, 487, 940, 496]
table-cell: 2	[488, 616, 508, 641]
page-number: ೧೧	[1210, 16, 1250, 56]
table-cell: 21,875/-	[755, 961, 801, 975]
table-cell: 12.08.2025	[878, 855, 943, 869]
table-cell: 6,500/-	[755, 1031, 801, 1045]
magenta-dot-icon	[1173, 2005, 1183, 2015]
table-cell: 23	[488, 1031, 508, 1045]
table-cell: DMA/2025-26/OW/WORK_INDENT46683	[507, 894, 698, 908]
table-cell: 12.08.2025	[878, 716, 943, 741]
ad-date: ದಿನಾಂಕ: 01-08-2025 ರಂದು	[325, 661, 426, 671]
table-cell: 11.08.2025	[801, 666, 878, 691]
table-cell: 17.50/-	[699, 961, 755, 975]
table-cell: ಮಾ.ಮಾ. ವ್ಯಾಪ್ತಿಯ ಒಳಚರಂಡಿ ವಿಭಾಗದ ಸುರತ್ಕಲ್ ವಲಯದ (ಎಸ್.ಟಿ.ಪಿ ಸಂಖ್ಯೆ 20) ಪಂಪಿಂಗ್ ಮತ್ತು ನಿರ್ವಹಣೆ ಕಾಮಗಾರಿ (Indent No.36919/Call-2)	[347, 222, 562, 258]
ad-date: ದಿನಾಂಕ: 01-08-2025	[856, 505, 943, 515]
table-row	[488, 975, 943, 989]
ad-title: ಮಾನ್ಯ ಸಿವಿಲ್ ನ್ಯಾಯಾಧೀಶರು ಮತ್ತು ಜೆ.ಎಂ.ಎಫ್.ಸಿ. ಇವರ ನ್ಯಾಯಾಲಯ, ಹೊಸನಗರ	[334, 468, 460, 503]
table-cell: 25,000/-	[755, 989, 801, 1003]
ad-heading: ಟೆಂಡರ್ ಪ್ರಕಟಣೆ	[10, 1606, 305, 1622]
ad-ref: No:SABVMCRIE-TENDER/FETAL/05/2025-26,	[10, 142, 211, 164]
ad-title: ಮಾನ್ಯ 1ನೇ ಹೆಚ್ಚುವರಿ ನ್ಯಾಯಾಧೀಶರ ನ್ಯಾಯಾಲಯ ಮತ್ತು ಜೆ.ಎಂ.ಎಫ್.ಸಿ. ನ್ಯಾಯಾಲಯ, ಶಿವಮೊಗ್ಗ	[341, 1534, 613, 1559]
emblem-icon	[10, 1148, 42, 1180]
table-cell: 31,250/-	[755, 616, 801, 641]
ad-gov-line: ಕರ್ನಾಟಕ ಸರ್ಕಾರ	[772, 97, 819, 106]
table-cell: 75.00/-	[699, 602, 755, 616]
table-cell: 49.00/-	[699, 741, 755, 755]
ad-org: ಕಾರ್ಯಪಾಲಕ ಇಂಜಿನಿಯರ್‌ರವರ ಕಛೇರಿ, ಪಂಚಾಯತ್ ರಾಜ್ ಇಂಜಿನಿಯರಿಂಗ್ ವಿಭಾಗ, ಸಾಗರ	[968, 682, 1255, 705]
table-cell: 11.08.2025	[801, 1017, 878, 1031]
table-cell: 98,000/-	[755, 741, 801, 755]
table-cell: DMA/2025-26/OW/WORK_INDENT46692	[507, 1003, 698, 1017]
table-cell: 3,200/-	[755, 780, 801, 805]
table-cell: 9	[488, 780, 508, 805]
table-cell: DMA/2025-26/OW/ WORK_INDENT 43636/CALL-2(CAT-IA)	[507, 716, 698, 741]
table-cell: 11.08.2025	[801, 602, 878, 616]
ad-code: ವಾ.ಸಾ.ಇ/ಶಿ/ಜಿಲ್ಲಾ/2025-26/22/08/784	[965, 891, 1095, 900]
table-cell: DMA/2025-26/OW/WORK_INDENT46681 (SC)	[507, 961, 698, 975]
list-item: 1. 2025-26 ನೇ ಸಾಲಿನ ವಾರ್ಷಿಕ ಬೇಡಿಕೆ ಪಟ್ಟಿಯ 15 Anti-infective Medicines ಗಳನ್ನು ಖರೀದಿಸಲು ಟೆಂಡರ್ (IND-0266).	[965, 302, 1223, 326]
ad-gov-line: ಕರ್ನಾಟಕ ಸರ್ಕಾರ	[134, 1537, 181, 1546]
table-cell: 25,000/-	[755, 922, 801, 936]
table-row	[488, 936, 943, 961]
ad-body: ಈ ವಿಭಾಗದಿಂದ 2025-26 ನೇ ಸಾಲಿನ 5054-03-337-0-75-442/443 ಎಸ್.ಸಿ.ಪಿ/ಟಿ.ಎಸ್.ಪಿ ಮತ್ತು 2022-23 ನೇ ಸಾಲಿನ ಸಮಗ್ರ ಶಿಕ್ಷಣ ಕರ್ನಾಟಕ ಯೋಜನೆಯಡಿಯಲ್ಲಿ ಒಟ್ಟು ಕಾಮಗಾರಿಗಳಿಗೆ KW-1&2 ರ ನಮೂನೆಯಲ್ಲಿ ಟೆಂಡರ್ ಆಹ್ವಾನಿಸಿದೆ. Standard Document for procurement of work K/W-1&2 ಆನ್‌ಲೈನ್ ಮೂಲಕ (Credit Card/Direct Debit/NEFT & OTC) ಪಾವತಿಸಬೇಕು. 1) ಟೆಂಡರ್ ಫಾರಂ ಡೌನ್‌ಲೋಡ್ ಮಾಡಿಕೊಳ್ಳುವ ದಿನಾಂಕ: 01.08.2025 ರಿಂದ 25.08.2025 ರವರೆಗೆ 2) ಟೆಂಡರ್ ಫಾರಂ ಸಲ್ಲಿಸಲು ಕೊನೆಯ ದಿನಾಂಕ: 25.08.2025 ಸಮಯ 17:00:00 3) ಬಿಡ್ ತೆರೆಯುವ ದಿನಾಂಕ: 26.08.2025 ಸಮಯ 17:00.00 ಹೆಚ್ಚಿನ ವಿವರಗಳಿಗೆ (www.kppp.gov.in) ಸಹಾಯವಾಣಿ 080-25501216, 25501227.	[965, 747, 1257, 875]
table-cell: DMA/2025-26/SE5622/CALL-2	[507, 741, 698, 755]
ad-case: ಅಸಲು ದಾವೆ ನಂ.: 04/2018	[90, 676, 225, 690]
table-cell: 3,750/-	[755, 641, 801, 666]
table-cell: 10.00/-	[699, 908, 755, 922]
table-row	[488, 641, 943, 666]
ad-org: ನಗರಸಭಾ ಕಾರ್ಯಾಲಯ-ತಿಪಟೂರು	[640, 471, 828, 490]
ad-code: DIPR/TUM/RO-95/25-26/Oysters	[487, 1073, 614, 1082]
table-cell: 11.08.2025	[801, 691, 878, 716]
ad-ref: CUDA-LBPAS-00182/25-26/CLU	[487, 1228, 641, 1238]
promo-box	[5, 425, 155, 620]
list-item: 1. ಈ ಕಛೇರಿಯ ಟೆಂಡರ್ ಅಧಿಸೂಚನೆ ಸಂಖ್ಯೆ: KSMSCL/DRUGS/TND/25-26 AI/PACKAGE-2/15 DRUGS/23/2025-26, Date: 05.08.2025 (IND-0266).	[965, 179, 1256, 216]
ad-heading: ಕರ್ನಾಟಕ ನಗರ ಮತ್ತು ಗ್ರಾಮಾಂತರ ಯೋಜನಾ ಕಾಯಿದೆ 1961ರ ಕಲಂ 14(ಎ) ರ ಮೇರೆಗೆ ಪ್ರಕಟಣೆ	[487, 1242, 943, 1258]
table-cell: DMA/2025-26/OW/WORK_INDENT46678	[507, 908, 698, 922]
table-row	[488, 616, 943, 641]
table-cell: 25,000/-	[755, 716, 801, 741]
table-cell: 10.00/-	[699, 989, 755, 1003]
table-cell: 32,500/-	[755, 1003, 801, 1017]
table-cell: DMA/2025-26/OW/WORK_INDENT46682(CAT-IIA)	[507, 869, 698, 894]
table-cell: 12.08.2025	[878, 830, 943, 855]
cyan-dot-icon	[1160, 2005, 1170, 2015]
table-cell: 11.08.2025	[801, 1003, 878, 1017]
ad-heading: ಟೆಂಡರ್ ಅಧಿಸೂಚನೆ	[10, 168, 305, 184]
ad-court-notice-267	[322, 1532, 632, 1927]
ad-code: DIPR/CP/2207/Zen/2025-26	[10, 273, 120, 282]
table-cell: 12.08.2025	[878, 869, 943, 894]
ad-date: ದಿನಾಂಕ: 05-08-2025	[963, 1723, 1044, 1733]
ad-court-notice-124	[960, 1590, 1263, 1927]
table-cell: 12,500/-	[755, 830, 801, 855]
table-cell: DMA/2025-26/OW/ WORK INDENT46679	[507, 922, 698, 936]
ad-chitradurga-notice	[482, 1198, 948, 1510]
black-dot-icon	[479, 2005, 489, 2015]
table-cell: 10.00/-	[699, 755, 755, 780]
table-cell: 1.50/-	[699, 641, 755, 666]
ad-heading: ಇ-ಟೆಂಡರ್ ಪ್ರಕಟಣೆ	[10, 1214, 460, 1230]
ad-signature-3: ಸಹಿ/- ವಿಶ್ವೇಶ್ವರ ಬದರಗಡೆ ಪೌರಾಯುಕ್ತರು ನಗರಸಭೆ, ತಿಪಟೂರು	[809, 1050, 932, 1072]
masthead	[0, 0, 1268, 84]
